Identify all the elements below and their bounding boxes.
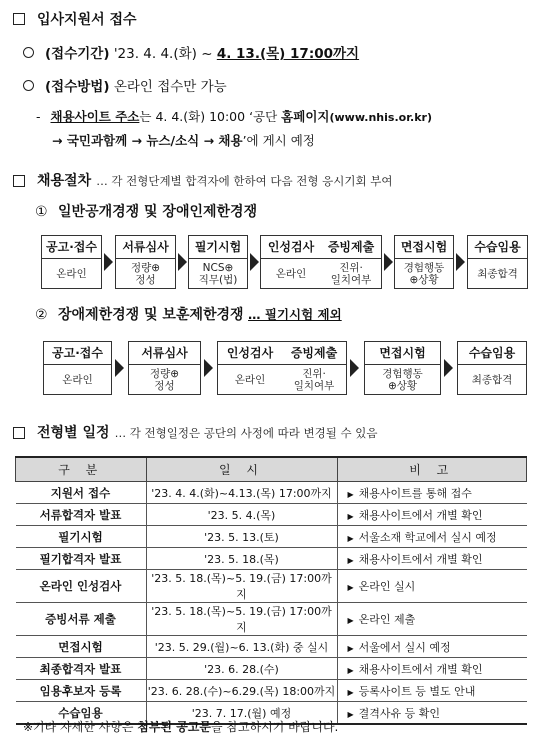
flow-step-head: 필기시험 [189, 236, 247, 259]
triangle-bullet-icon: ▶ [347, 709, 354, 719]
triangle-bullet-icon: ▶ [347, 643, 354, 653]
triangle-bullet-icon: ▶ [347, 533, 354, 543]
footer-note [23, 718, 338, 735]
apply-period-start: '23. 4. 4.(화) ~ [113, 46, 217, 62]
remark-cell: ▶ 채용사이트에서 개별 확인 [337, 504, 527, 526]
stage-cell: 서류합격자 발표 [16, 504, 147, 526]
flow2-step-5 [457, 341, 527, 395]
table-row [16, 570, 527, 603]
checkbox-square-icon [13, 13, 25, 25]
column-header: 비 고 [337, 457, 527, 482]
stage-cell: 온라인 인성검사 [16, 570, 147, 603]
date-cell: '23. 5. 13.(토) [146, 526, 337, 548]
track1-num: ① [35, 204, 48, 220]
stage-cell: 필기시험 [16, 526, 147, 548]
track2-num: ② [35, 307, 48, 323]
table-row [16, 482, 527, 504]
apply-site-line [36, 107, 432, 125]
remark-cell: ▶ 온라인 실시 [337, 570, 527, 603]
section-title-schedule: 전형별 일정 [37, 425, 110, 441]
process-heading [37, 170, 392, 190]
flow2-step-2 [128, 341, 201, 395]
flow1-step-1 [41, 235, 102, 289]
flow-step-body-a: 온라인 [234, 373, 266, 386]
flow-step-head: 수습임용 [458, 342, 526, 365]
flow-step-body: NCS⊕ 직무(법) [198, 261, 238, 286]
apply-site-url: (www.nhis.or.kr) [329, 111, 432, 124]
flow-step-head: 면접시험 [365, 342, 440, 365]
date-cell: '23. 4. 4.(화)~4.13.(목) 17:00까지 [146, 482, 337, 504]
track2-note: … 필기시험 제외 [248, 307, 342, 322]
flow-step-body: 온라인 [62, 373, 93, 386]
right-arrow-icon [104, 253, 113, 271]
remark-cell: ▶ 온라인 제출 [337, 603, 527, 636]
triangle-bullet-icon: ▶ [347, 616, 354, 625]
remark-cell: ▶ 결격사유 등 확인 [337, 702, 527, 725]
table-header-row [16, 457, 527, 482]
apply-method-label: (접수방법) [45, 79, 110, 95]
dash-bullet: - [36, 109, 41, 124]
footer-suffix: 을 참고하시기 바랍니다. [210, 720, 339, 734]
flow2-step-1 [43, 341, 112, 395]
flow-step-head [218, 342, 346, 365]
flow-step-head-b: 증빙제출 [327, 240, 375, 254]
apply-site-label: 채용사이트 주소 [50, 109, 140, 124]
track2-title: 장애제한경쟁 및 보훈제한경쟁 [58, 307, 244, 323]
right-arrow-icon [456, 253, 465, 271]
flow1-step-5 [394, 235, 454, 289]
apply-site-suffix: ’에 게시 예정 [242, 133, 315, 148]
stage-cell: 증빙서류 제출 [16, 603, 147, 636]
table-row [16, 526, 527, 548]
circle-bullet-icon [23, 80, 34, 91]
footer-prefix: ※기타 자세한 사항은 [23, 720, 138, 734]
flow-step-head: 서류심사 [129, 342, 200, 365]
right-arrow-icon [350, 359, 359, 377]
checkbox-square-icon [13, 427, 25, 439]
triangle-bullet-icon: ▶ [347, 583, 354, 592]
stage-cell: 임용후보자 등록 [16, 680, 147, 702]
apply-site-path-line [52, 131, 315, 149]
stage-cell: 면접시험 [16, 636, 147, 658]
flow2-step-3 [217, 341, 347, 395]
remark-cell: ▶ 채용사이트를 통해 접수 [337, 482, 527, 504]
table-row [16, 680, 527, 702]
flow-step-body-a: 온라인 [275, 267, 307, 280]
remark-cell: ▶ 등록사이트 등 별도 안내 [337, 680, 527, 702]
apply-site-homepage: 홈페이지 [281, 109, 330, 124]
triangle-bullet-icon: ▶ [347, 555, 354, 565]
apply-period-end: 4. 13.(목) 17:00까지 [216, 46, 360, 62]
table-row [16, 636, 527, 658]
circle-bullet-icon [23, 47, 34, 58]
flow-step-body: 최종합격 [471, 373, 513, 386]
flow1-step-6 [467, 235, 528, 289]
triangle-bullet-icon: ▶ [347, 687, 354, 697]
remark-cell: ▶ 채용사이트에서 개별 확인 [337, 658, 527, 680]
triangle-bullet-icon: ▶ [347, 511, 354, 521]
track2-heading [35, 304, 342, 324]
triangle-bullet-icon: ▶ [347, 489, 354, 499]
track1-title: 일반공개경쟁 및 장애인제한경쟁 [58, 204, 258, 220]
table-row [16, 658, 527, 680]
flow-step-body: 최종합격 [477, 267, 518, 280]
section-title-process: 채용절차 [37, 173, 92, 189]
flow-step-body [218, 365, 346, 394]
stage-cell: 수습임용 [16, 702, 147, 725]
right-arrow-icon [384, 253, 393, 271]
flow-step-head: 수습임용 [468, 236, 527, 259]
apply-site-path: → 국민과함께 → 뉴스/소식 → 채용 [52, 133, 243, 148]
flow-step-head-b: 증빙제출 [290, 346, 338, 360]
date-cell: '23. 5. 18.(목) [146, 548, 337, 570]
flow-step-head: 공고·접수 [42, 236, 101, 259]
table-row [16, 548, 527, 570]
footer-bold: 첨부된 공고문 [137, 720, 211, 734]
flow-step-body: 경험행동 ⊕상황 [382, 367, 423, 392]
table-row [16, 504, 527, 526]
flow-step-body-b: 진위· 일치여부 [293, 367, 335, 392]
column-header: 구 분 [16, 457, 147, 482]
date-cell: '23. 5. 29.(월)~6. 13.(화) 중 실시 [146, 636, 337, 658]
stage-cell: 지원서 접수 [16, 482, 147, 504]
right-arrow-icon [204, 359, 213, 377]
flow1-step-2 [115, 235, 176, 289]
remark-cell: ▶ 서울에서 실시 예정 [337, 636, 527, 658]
schedule-table [15, 456, 527, 725]
right-arrow-icon [178, 253, 187, 271]
apply-period-label: (접수기간) [45, 46, 110, 62]
apply-site-text: 는 4. 4.(화) 10:00 ‘공단 [139, 109, 282, 124]
right-arrow-icon [250, 253, 259, 271]
right-arrow-icon [444, 359, 453, 377]
flow-step-body: 정량⊕ 정성 [149, 367, 180, 392]
flow-step-head: 공고·접수 [44, 342, 111, 365]
schedule-heading [37, 422, 378, 442]
flow1-step-4 [260, 235, 382, 289]
remark-cell: ▶ 채용사이트에서 개별 확인 [337, 548, 527, 570]
flow1-step-3 [188, 235, 248, 289]
flow-step-head-a: 인성검사 [226, 346, 274, 360]
right-arrow-icon [115, 359, 124, 377]
table-row [16, 603, 527, 636]
stage-cell: 최종합격자 발표 [16, 658, 147, 680]
flow-step-head [261, 236, 381, 259]
apply-method-line [45, 75, 227, 95]
apply-method-text: 온라인 접수만 가능 [113, 79, 227, 95]
process-note: … 각 전형단계별 합격자에 한하여 다음 전형 응시기회 부여 [96, 174, 393, 188]
remark-cell: ▶ 서울소재 학교에서 실시 예정 [337, 526, 527, 548]
flow-step-head: 면접시험 [395, 236, 453, 259]
stage-cell: 필기합격자 발표 [16, 548, 147, 570]
column-header: 일 시 [146, 457, 337, 482]
track1-heading [35, 201, 257, 221]
flow-step-body: 경험행동 ⊕상황 [403, 261, 445, 286]
triangle-bullet-icon: ▶ [347, 665, 354, 675]
flow-step-body [261, 259, 381, 288]
flow-step-body: 정량⊕ 정성 [130, 261, 161, 286]
flow-step-body-b: 진위· 일치여부 [330, 261, 372, 286]
checkbox-square-icon [13, 175, 25, 187]
apply-period-line [45, 42, 359, 62]
flow2-step-4 [364, 341, 441, 395]
date-cell: '23. 5. 18.(목)~5. 19.(금) 17:00까지 [146, 570, 337, 603]
date-cell: '23. 6. 28.(수)~6.29.(목) 18:00까지 [146, 680, 337, 702]
date-cell: '23. 6. 28.(수) [146, 658, 337, 680]
date-cell: '23. 7. 17.(월) 예정 [146, 702, 337, 725]
date-cell: '23. 5. 4.(목) [146, 504, 337, 526]
flow-step-body: 온라인 [56, 267, 87, 280]
flow-step-head: 서류심사 [116, 236, 175, 259]
section-title-apply: 입사지원서 접수 [37, 12, 137, 28]
flow-step-head-a: 인성검사 [267, 240, 315, 254]
date-cell: '23. 5. 18.(목)~5. 19.(금) 17:00까지 [146, 603, 337, 636]
schedule-note: … 각 전형일정은 공단의 사정에 따라 변경될 수 있음 [114, 426, 378, 440]
